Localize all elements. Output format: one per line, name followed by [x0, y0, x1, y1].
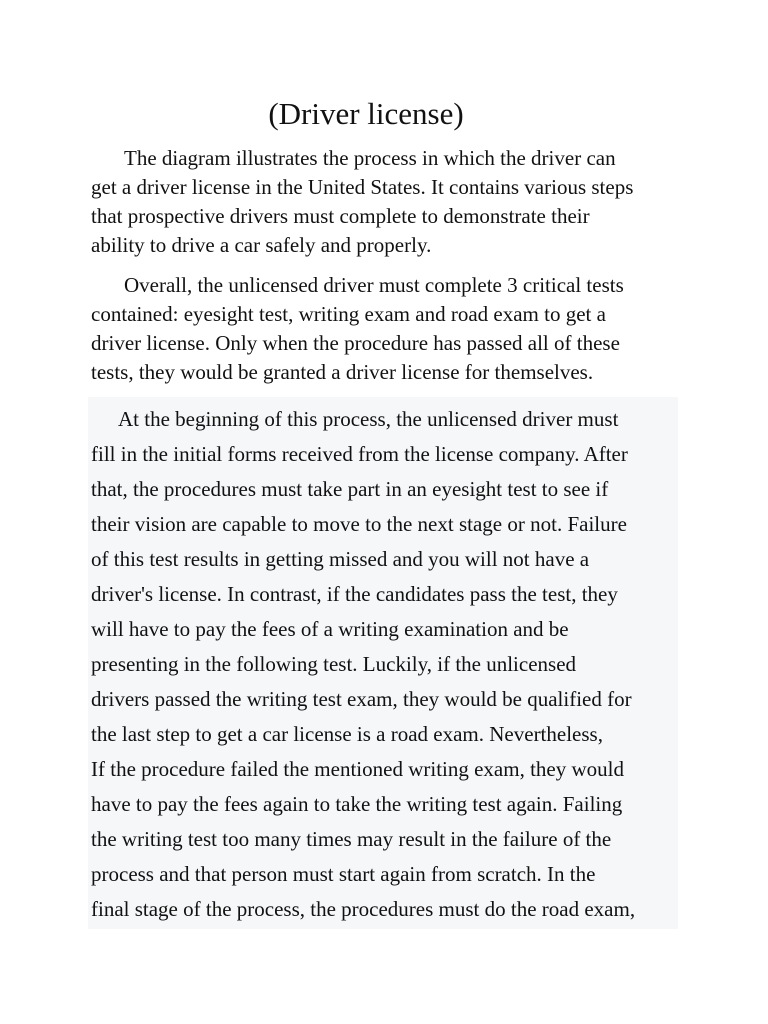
text-line: presenting in the following test. Luckily, if the unlicensed [91, 652, 577, 676]
text-line: the writing test too many times may result in the failure of the [91, 827, 612, 851]
text-line: their vision are capable to move to the next stage or not. Failure [91, 512, 627, 536]
text-line: ability to drive a car safely and properly. [91, 233, 432, 257]
text-line: have to pay the fees again to take the writing test again. Failing [91, 792, 623, 816]
text-line: final stage of the process, the procedures must do the road exam, [91, 897, 636, 921]
text-line: driver license. Only when the procedure has passed all of these [91, 331, 620, 355]
text-line: driver's license. In contrast, if the candidates pass the test, they [91, 582, 618, 606]
text-line: process and that person must start again from scratch. In the [91, 862, 596, 886]
text-line: drivers passed the writing test exam, they would be qualified for [91, 687, 632, 711]
text-line: the last step to get a car license is a road exam. Nevertheless, [91, 722, 603, 746]
paragraph-introduction [91, 144, 681, 260]
paragraph-overview [91, 271, 681, 387]
text-line: that prospective drivers must complete to demonstrate their [91, 204, 590, 228]
text-line: that, the procedures must take part in an eyesight test to see if [91, 477, 609, 501]
text-line: The diagram illustrates the process in which the driver can [124, 146, 616, 170]
text-line: tests, they would be granted a driver license for themselves. [91, 360, 594, 384]
text-line: of this test results in getting missed and you will not have a [91, 547, 590, 571]
text-line: contained: eyesight test, writing exam and road exam to get a [91, 302, 606, 326]
text-line: Overall, the unlicensed driver must complete 3 critical tests [124, 273, 624, 297]
text-line: will have to pay the fees of a writing examination and be [91, 617, 569, 641]
text-line: At the beginning of this process, the unlicensed driver must [118, 407, 619, 431]
text-line: get a driver license in the United States. It contains various steps [91, 175, 634, 199]
text-line: If the procedure failed the mentioned writing exam, they would [91, 757, 624, 781]
text-line: fill in the initial forms received from the license company. After [91, 442, 628, 466]
paragraph-body-details [91, 402, 681, 927]
document-title: (Driver license) [268, 96, 464, 131]
